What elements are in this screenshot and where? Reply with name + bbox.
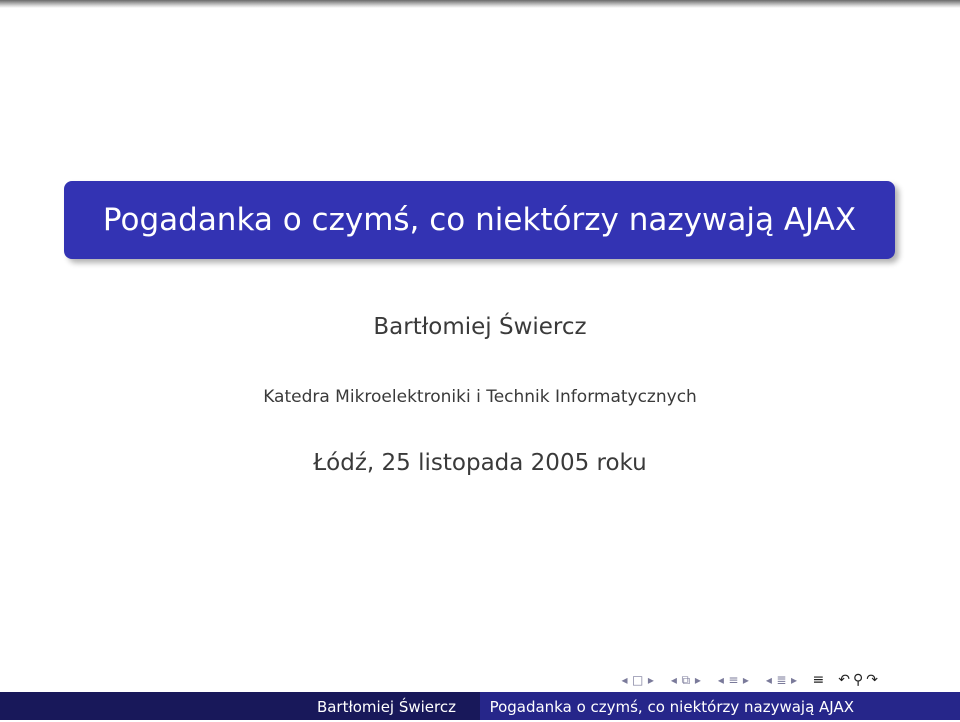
nav-section-icon[interactable]: ≡ [728, 673, 739, 687]
slide-institute: Katedra Mikroelektroniki i Technik Informatycznych [263, 387, 697, 407]
title-box [64, 181, 895, 259]
slide-author: Bartłomiej Świercz [373, 314, 587, 340]
footer-author: Bartłomiej Świercz [0, 692, 480, 720]
footer-title: Pogadanka o czymś, co niektórzy nazywają AJAX [480, 692, 960, 720]
search-icon[interactable]: ⚲ [852, 672, 864, 688]
undo-icon[interactable]: ↶ [838, 672, 850, 688]
footer [0, 692, 960, 720]
nav-subsection-icon[interactable]: ⧉ [681, 673, 691, 687]
nav-prev-arrow-icon[interactable]: ◂ [621, 673, 628, 687]
nav-toc-icon[interactable]: ≡ [812, 672, 825, 688]
navigation-bar [620, 670, 878, 690]
nav-frame-icon[interactable]: □ [632, 673, 644, 687]
top-shadow-strip [0, 0, 960, 8]
nav-next-arrow-icon[interactable]: ▸ [694, 673, 701, 687]
nav-outline-icon[interactable]: ≣ [776, 673, 787, 687]
nav-prev-arrow-icon[interactable]: ◂ [670, 673, 677, 687]
nav-next-arrow-icon[interactable]: ▸ [790, 673, 797, 687]
slide-date: Łódź, 25 listopada 2005 roku [313, 450, 647, 476]
nav-prev-arrow-icon[interactable]: ◂ [717, 673, 724, 687]
slide-title: Pogadanka o czymś, co niektórzy nazywają AJAX [102, 202, 857, 238]
nav-prev-arrow-icon[interactable]: ◂ [765, 673, 772, 687]
nav-next-arrow-icon[interactable]: ▸ [647, 673, 654, 687]
redo-icon[interactable]: ↷ [866, 672, 878, 688]
nav-next-arrow-icon[interactable]: ▸ [742, 673, 749, 687]
